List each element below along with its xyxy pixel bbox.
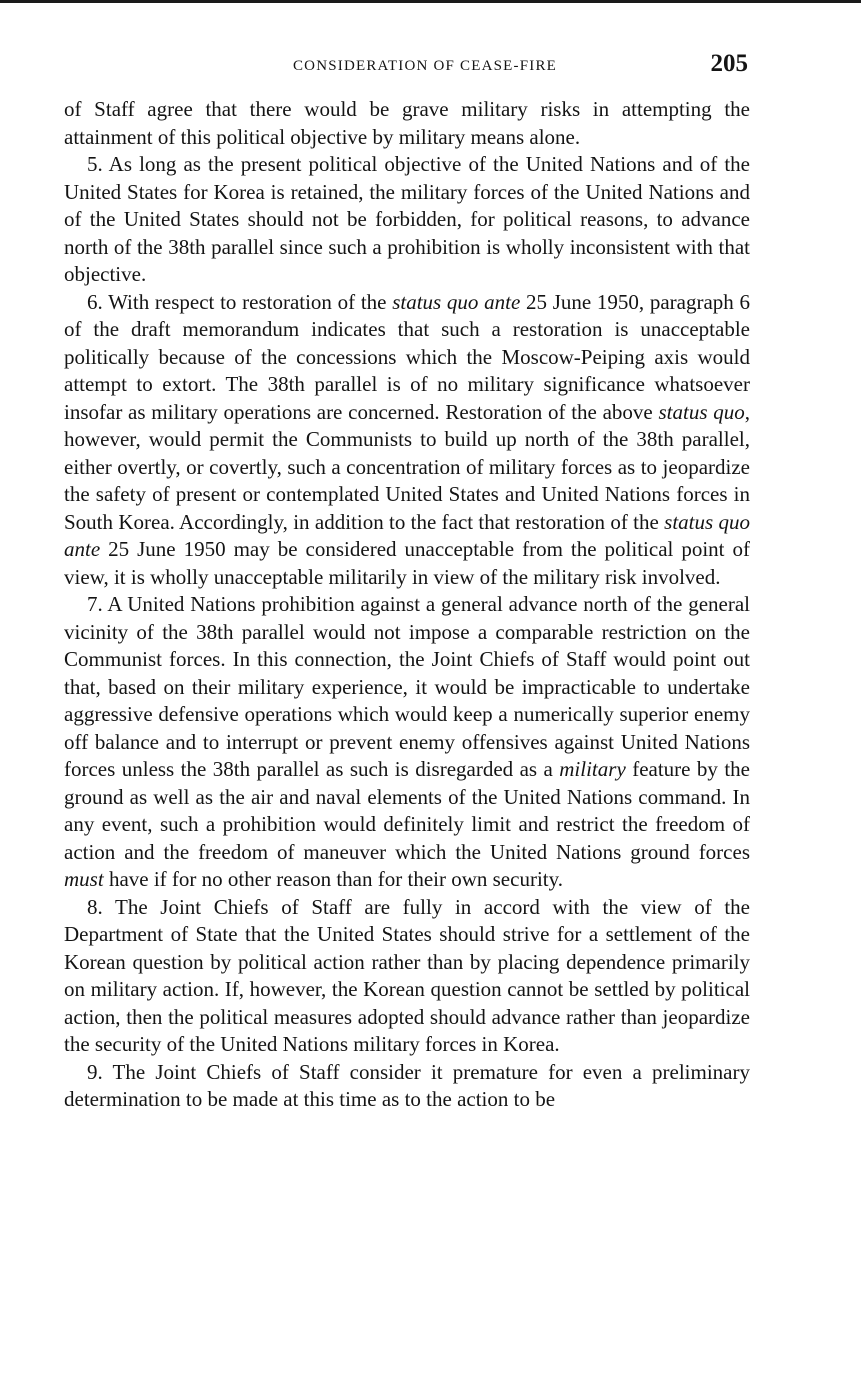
italic-term: status quo ante [392, 289, 521, 314]
body-text [64, 96, 750, 1114]
page-header [64, 50, 750, 80]
italic-term: status quo [658, 399, 745, 424]
italic-term: must [64, 867, 104, 891]
top-edge-rule [0, 0, 861, 3]
italic-term: military [559, 757, 626, 781]
paragraph-5: 5. As long as the present political objective of the United Nations and of the United States for Korea is retained, the military forces of the United Nations and of the United States should not be forbidden, for political reasons, to advance north of the 38th parallel since such a prohibition is wholly inconsistent with that objective. [64, 152, 750, 286]
running-head: CONSIDERATION OF CEASE-FIRE [292, 58, 558, 74]
page-number: 205 [710, 50, 748, 77]
paragraph-8: 8. The Joint Chiefs of Staff are fully in accord with the view of the Department of State that the United States should strive for a settlement of the Korean question by political action rather than by placing dependence primarily on military action. If, however, the Korean question cannot be settled by political action, then the political measures adopted should advance rather than jeopardize the security of the United Nations military forces in Korea. [64, 894, 750, 1056]
paragraph-7: 7. A United Nations prohibition against a general advance north of the general vicinity of the 38th parallel would not impose a comparable restriction on the Communist forces. In this connection, the Joint Chiefs of Staff would point out that, based on their military experience, it would be impracticable to undertake aggressive defensive operations which would keep a numerically superior enemy off balance and to interrupt or prevent enemy offensives against United Nations forces unless the 38th parallel as such is disregarded as a military feature by the ground as well as the air and naval elements of the United Nations command. In any event, such a prohibition would definitely limit and restrict the freedom of action and the freedom of maneuver which the United Nations ground forces must have if for no other reason than for their own security. [64, 592, 750, 891]
paragraph-6: 6. With respect to restoration of the status quo ante 25 June 1950, paragraph 6 of the draft memorandum indicates that such a restoration is unacceptable politically because of the concessions which the Moscow-Peiping axis would attempt to extort. The 38th parallel is of no military significance whatsoever insofar as military operations are concerned. Restoration of the above status quo, however, would permit the Communists to build up north of the 38th parallel, either overtly, or covertly, such a concentration of military forces as to jeopardize the safety of present or contemplated United States and United Nations forces in South Korea. Accordingly, in addition to the fact that restoration of the status quo ante 25 June 1950 may be considered unacceptable from the political point of view, it is wholly unacceptable militarily in view of the military risk involved. [64, 289, 751, 589]
paragraph-continuation: of Staff agree that there would be grave military risks in attempting the attainment of this political objective by military means alone. [64, 97, 750, 149]
italic-term: status quo ante [64, 509, 751, 561]
paragraph-9: 9. The Joint Chiefs of Staff consider it premature for even a preliminary determination to be made at this time as to the action to be [64, 1059, 750, 1111]
